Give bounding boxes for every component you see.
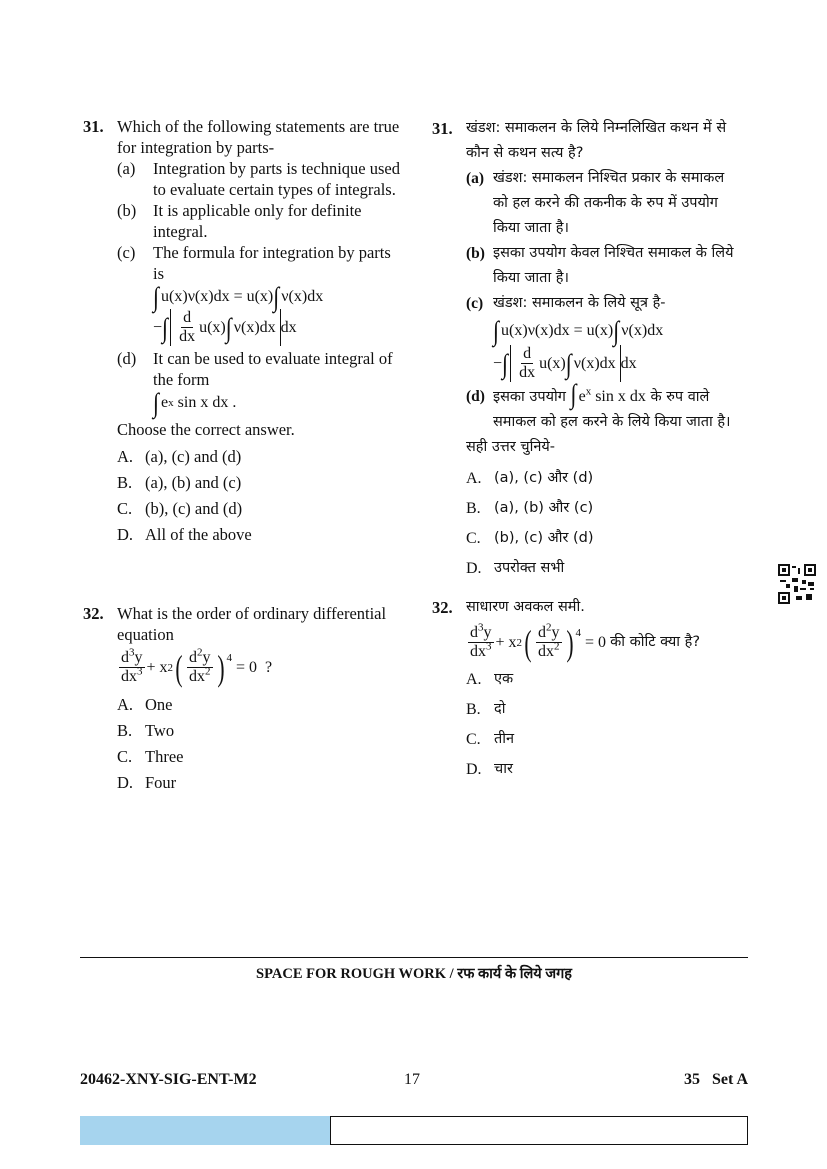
- statement-c: (c) The formula for integration by parts is ∫ u(x)ν(x)dx = u(x) ∫ ν(x)dx − ∫ $\frac{d}{dx}$ u(x) ∫ ν(x)dx dx: [117, 242, 403, 348]
- instruction: Choose the correct answer.: [117, 420, 295, 439]
- option-d: D. All of the above: [117, 525, 252, 544]
- differential-equation: $\frac{d^3y}{dx^3}$ + x 2 ( $\frac{d^2y}{dx^2}$ ) $^4$ = 0 ?: [121, 646, 273, 688]
- option-c: C. तीन: [466, 731, 515, 748]
- hindi-column: [432, 116, 742, 787]
- question-stem: साधारण अवकल समी.: [466, 599, 585, 615]
- option-a: A. One: [117, 695, 173, 714]
- option-d: D. उपरोक्त सभी: [466, 560, 565, 577]
- question-number: 31.: [83, 117, 104, 136]
- option-b: B. दो: [466, 701, 506, 718]
- footer-box: [330, 1116, 748, 1145]
- option-d: D. Four: [117, 773, 177, 792]
- english-column: [83, 116, 403, 798]
- option-a: A. (a), (c) and (d): [117, 447, 242, 466]
- integral-exp-sin: ∫ e x sin x dx .: [153, 386, 237, 418]
- option-a: A. (a), (c) और (d): [466, 470, 594, 487]
- option-b: B. Two: [117, 721, 175, 740]
- question-number: 32.: [432, 598, 453, 617]
- question-stem: What is the order of ordinary differential equation: [117, 604, 387, 644]
- differential-equation: $\frac{d^3y}{dx^3}$ + x 2 ( $\frac{d^2y}{dx^2}$ ) $^4$ = 0 की कोटि क्या है?: [470, 621, 701, 663]
- statement-a: (a) Integration by parts is technique used to evaluate certain types of integrals.: [117, 159, 400, 199]
- paper-code: 20462-XNY-SIG-ENT-M2: [80, 1071, 257, 1088]
- page-number: 17: [404, 1071, 420, 1088]
- question-stem: Which of the following statements are true for integration by parts-: [117, 117, 400, 157]
- question-31-en: [83, 116, 403, 545]
- instruction: सही उत्तर चुनिये-: [466, 439, 556, 455]
- statement-b: (b) It is applicable only for definite integral.: [117, 201, 362, 241]
- option-a: A. एक: [466, 671, 514, 688]
- option-d: D. चार: [466, 761, 513, 778]
- option-c: C. (b), (c) and (d): [117, 499, 243, 518]
- integration-by-parts-formula: ∫ u(x)ν(x)dx = u(x) ∫ ν(x)dx − ∫ $\frac{d}{dx}$ u(x) ∫ ν(x)dx dx: [493, 314, 664, 381]
- option-c: C. Three: [117, 747, 184, 766]
- question-number: 31.: [432, 119, 453, 138]
- option-b: B. (a), (b) और (c): [466, 500, 594, 517]
- integral-exp-sin: ∫ $e^x$ sin x dx: [570, 377, 646, 409]
- question-32-hi: [432, 595, 742, 782]
- rough-work-label: SPACE FOR ROUGH WORK / रफ कार्य के लिये जगह: [256, 966, 572, 982]
- question-31-hi: [432, 116, 742, 581]
- statement-d: (d) इसका उपयोग ∫ $e^x$ sin x dx के रुप वाले समाकल को हल करने के लिये किया जाता है।: [466, 377, 731, 430]
- statement-d: (d) It can be used to evaluate integral of the form ∫ e x sin x dx .: [117, 348, 403, 415]
- statement-b: (b) इसका उपयोग केवल निश्चित समाकल के लिये किया जाता है।: [466, 245, 734, 286]
- question-32-en: [83, 603, 403, 793]
- divider: [80, 957, 748, 958]
- integration-by-parts-formula: ∫ u(x)ν(x)dx = u(x) ∫ ν(x)dx − ∫ $\frac{d}{dx}$ u(x) ∫ ν(x)dx dx: [153, 280, 324, 345]
- option-b: B. (a), (b) and (c): [117, 473, 242, 492]
- statement-a: (a) खंडश: समाकलन निश्चित प्रकार के समाकल को हल करने की तकनीक के रुप में उपयोग किया जाता है।: [466, 170, 725, 236]
- statement-c: (c) खंडश: समाकलन के लिये सूत्र है- ∫ u(x)ν(x)dx = u(x) ∫ ν(x)dx − ∫ $\frac{d}{dx}$ u(x) ∫ ν(x)dx dx: [466, 291, 742, 384]
- question-number: 32.: [83, 604, 104, 623]
- qr-code-icon: [778, 564, 816, 604]
- option-c: C. (b), (c) और (d): [466, 530, 594, 547]
- set-label: 35 Set A: [684, 1071, 748, 1088]
- question-stem: खंडश: समाकलन के लिये निम्नलिखित कथन में से कौन से कथन सत्य है?: [466, 120, 727, 161]
- footer-blue-bar: [80, 1116, 330, 1145]
